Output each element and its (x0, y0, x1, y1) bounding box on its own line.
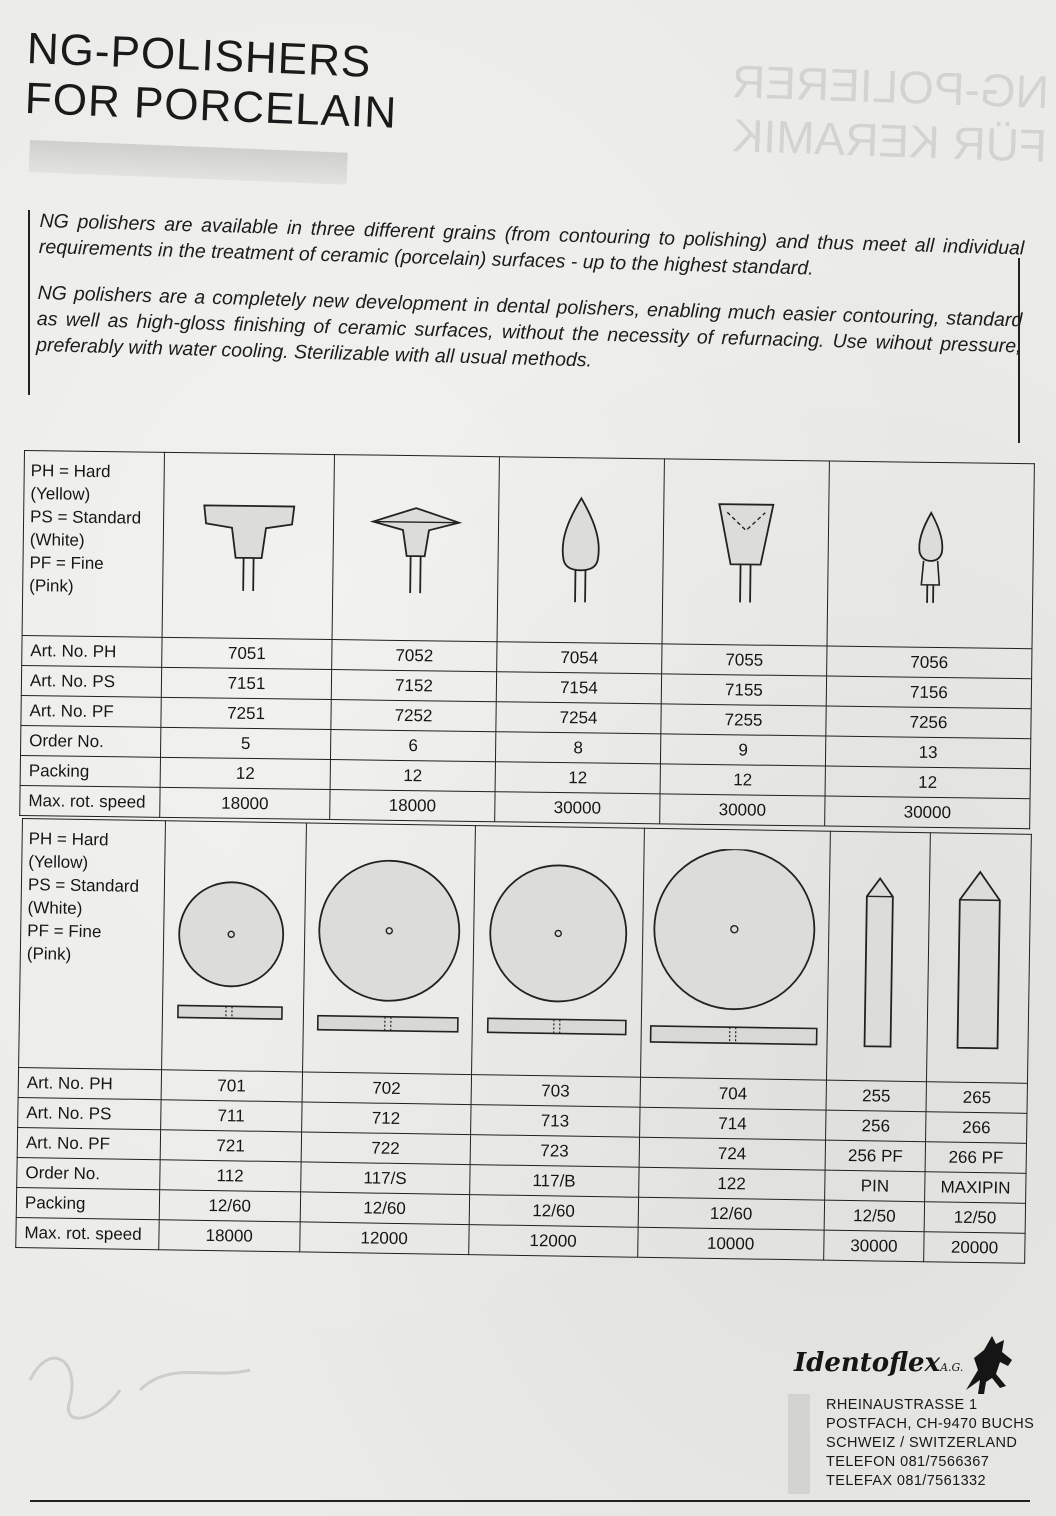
large-wheel-polisher-icon (646, 848, 824, 1061)
table-cell: 7251 (161, 697, 331, 729)
shape-wheel-large (640, 828, 830, 1080)
shape-t-cup (162, 452, 334, 639)
address-side-bar (788, 1394, 810, 1494)
table-cell: 12 (160, 757, 330, 789)
table-cell: 12 (825, 766, 1030, 799)
small-flame-polisher-icon (875, 484, 987, 625)
table-cell: 30000 (495, 792, 660, 824)
table-cell: 12/50 (824, 1200, 925, 1232)
product-table-1 (19, 450, 1035, 829)
table-cell: 10000 (637, 1227, 824, 1260)
row-label: Max. rot. speed (16, 1217, 159, 1249)
table-cell: 18000 (159, 1220, 300, 1252)
table-cell: 7151 (161, 667, 331, 699)
row-label: Art. No. PH (18, 1067, 161, 1099)
table-cell: 266 PF (925, 1142, 1026, 1174)
table-cell: 18000 (330, 790, 495, 822)
row-label: Max. rot. speed (20, 785, 160, 817)
table-cell: 704 (640, 1077, 827, 1110)
table-cell: 13 (825, 736, 1030, 769)
company-address (826, 1396, 1034, 1491)
table-cell: 6 (330, 730, 495, 762)
table-cell: 30000 (660, 794, 825, 826)
medium-wheel-polisher-icon (481, 850, 634, 1052)
table-cell: 18000 (160, 787, 330, 819)
table-row (22, 451, 1034, 649)
pin-polisher-icon (842, 856, 915, 1057)
row-label: Packing (16, 1187, 159, 1219)
inverted-cone-polisher-icon (690, 482, 802, 623)
page-title (24, 24, 400, 139)
shape-maxipin (927, 833, 1032, 1084)
table-cell: 12/60 (469, 1195, 638, 1228)
table-cell: 12000 (468, 1225, 637, 1258)
table-cell: 117/B (469, 1165, 638, 1198)
table-cell: 723 (470, 1135, 639, 1168)
table-cell: 256 PF (825, 1140, 926, 1172)
table-cell: 7255 (661, 704, 826, 736)
table-cell: 721 (160, 1130, 301, 1162)
table-cell: 7252 (331, 700, 496, 732)
table-cell: 256 (825, 1110, 926, 1142)
intro-text (35, 208, 1024, 405)
maxipin-polisher-icon (943, 858, 1016, 1059)
address-line: TELEFAX 081/7561332 (826, 1473, 986, 1489)
title-line-1: NG-POLISHERS (26, 24, 373, 87)
table-cell: 711 (160, 1100, 301, 1132)
grain-legend: PH = Hard (Yellow) PS = Standard (White) PF = Fine (Pink) (22, 451, 164, 638)
table-cell: 8 (495, 732, 660, 764)
ghost-title-bleedthrough: NG-POLIERER FÜR KERAMIK (731, 55, 1050, 173)
table-cell: 7054 (497, 642, 662, 674)
table-cell: 12/60 (300, 1192, 469, 1225)
horse-logo-icon (956, 1330, 1026, 1400)
company-logo: IdentoflexA.G. (794, 1348, 964, 1378)
shape-flame (497, 457, 664, 644)
table-cell: 12/60 (638, 1197, 825, 1230)
address-line: TELEFON 081/7566367 (826, 1454, 990, 1470)
table-cell: 7156 (826, 676, 1031, 709)
table-cell: MAXIPIN (925, 1172, 1026, 1204)
table-cell: 7051 (162, 637, 332, 669)
shape-wheel-medium (302, 823, 475, 1075)
table-cell: 7052 (332, 640, 497, 672)
flame-polisher-icon (525, 480, 637, 621)
row-label: Art. No. PS (18, 1097, 161, 1129)
row-label: Order No. (21, 725, 161, 757)
table-cell: 12/60 (159, 1190, 300, 1222)
table-cell: 20000 (924, 1232, 1025, 1264)
footer-rule (30, 1500, 1030, 1502)
medium-wheel-polisher-icon (312, 848, 465, 1050)
table-cell: 724 (639, 1137, 826, 1170)
table-cell: 266 (926, 1112, 1027, 1144)
table-cell: 255 (826, 1080, 927, 1112)
table-cell: 30000 (823, 1230, 924, 1262)
table-cell: 12 (660, 764, 825, 796)
row-label: Order No. (17, 1157, 160, 1189)
table-cell: 703 (471, 1075, 640, 1108)
table-cell: 713 (470, 1105, 639, 1138)
title-line-2: FOR PORCELAIN (24, 73, 399, 138)
address-line: RHEINAUSTRASSE 1 (826, 1397, 978, 1413)
table-cell: 5 (160, 727, 330, 759)
shape-small-flame (827, 461, 1034, 649)
row-label: Art. No. PF (21, 695, 161, 727)
shape-wheel-medium (471, 826, 644, 1078)
table-cell: 117/S (300, 1162, 469, 1195)
table-cell: 12000 (299, 1222, 468, 1255)
row-label: Art. No. PH (22, 635, 162, 667)
table-cell: 7152 (331, 670, 496, 702)
table-cell: 12 (330, 760, 495, 792)
product-table-2 (15, 818, 1032, 1264)
table-cell: 265 (926, 1082, 1027, 1114)
table-cell: PIN (824, 1170, 925, 1202)
intro-paragraph-1: NG polishers are available in three different grains (from contouring to polishing) and thus meet all individual requirements in the treatment of ceramic (porcelain) surfaces - up to the highest standard. (38, 209, 1025, 280)
table-cell: 30000 (825, 796, 1030, 829)
disc-cone-polisher-icon (360, 477, 472, 618)
table-cell: 7256 (826, 706, 1031, 739)
row-label: Art. No. PS (21, 665, 161, 697)
table-row (19, 819, 1032, 1084)
table-cell: 701 (161, 1070, 302, 1102)
ghost-signature-bleedthrough (20, 1320, 280, 1470)
shape-pin (826, 831, 930, 1082)
table-cell: 122 (638, 1167, 825, 1200)
address-line: SCHWEIZ / SWITZERLAND (826, 1435, 1018, 1451)
table-cell: 112 (160, 1160, 301, 1192)
row-label: Packing (20, 755, 160, 787)
table-cell: 7155 (661, 674, 826, 706)
table-cell: 722 (301, 1132, 470, 1165)
table-cell: 7154 (496, 672, 661, 704)
table-cell: 714 (639, 1107, 826, 1140)
address-line: POSTFACH, CH-9470 BUCHS (826, 1416, 1035, 1432)
small-wheel-polisher-icon (167, 845, 300, 1047)
intro-left-rule (28, 210, 30, 395)
table-cell: 7254 (496, 702, 661, 734)
t-cup-polisher-icon (192, 475, 304, 616)
table-cell: 9 (660, 734, 825, 766)
table-cell: 12 (495, 762, 660, 794)
grain-legend: PH = Hard (Yellow) PS = Standard (White) PF = Fine (Pink) (19, 819, 166, 1070)
shape-inverted-cone (662, 459, 829, 646)
shape-wheel-small (161, 821, 306, 1072)
shape-flat-disc-cone (332, 455, 499, 642)
table-cell: 712 (301, 1102, 470, 1135)
company-block (788, 1330, 1038, 1500)
table-cell: 7055 (662, 644, 827, 676)
table-cell: 702 (302, 1072, 471, 1105)
table-cell: 12/50 (924, 1202, 1025, 1234)
row-label: Art. No. PF (17, 1127, 160, 1159)
table-cell: 7056 (827, 646, 1032, 679)
intro-paragraph-2: NG polishers are a completely new development in dental polishers, enabling much easier contouring, standard as well as high-gloss finishing of ceramic surfaces, without the necessity of refurnacing. Use wihout pressure, preferably with water cooling. Sterilizable with all usual methods. (35, 281, 1023, 372)
